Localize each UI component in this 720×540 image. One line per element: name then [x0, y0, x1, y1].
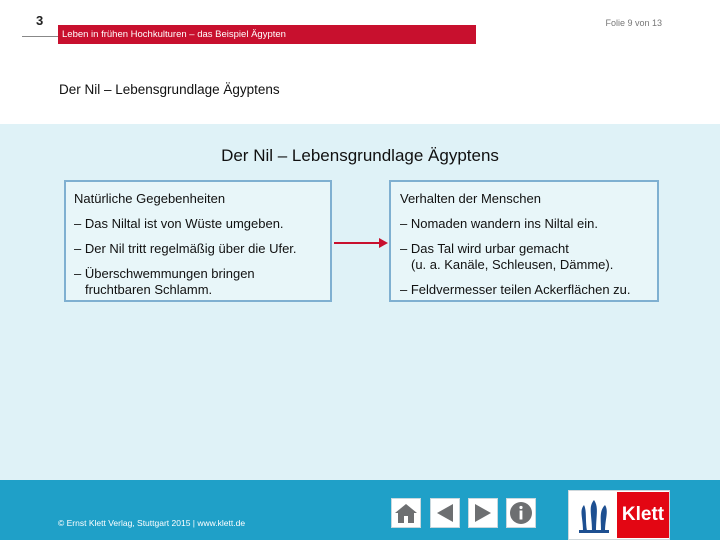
previous-icon — [434, 502, 456, 524]
klett-emblem-icon — [575, 497, 613, 535]
content-title: Der Nil – Lebensgrundlage Ägyptens — [221, 146, 499, 165]
box-heading-behavior: Verhalten der Menschen — [400, 191, 541, 206]
list-item-line: – Das Tal wird urbar gemacht — [400, 241, 569, 256]
previous-slide-button[interactable] — [430, 498, 460, 528]
arrow-right-icon — [333, 237, 389, 249]
footer-bar — [0, 480, 720, 540]
list-item-line: – Überschwemmungen bringen — [74, 266, 255, 281]
home-icon — [394, 502, 418, 524]
human-behavior-box — [389, 180, 659, 302]
list-item-line: fruchtbaren Schlamm. — [85, 282, 213, 297]
home-button[interactable] — [391, 498, 421, 528]
info-icon — [509, 501, 533, 525]
list-item: – Feldvermesser teilen Ackerflächen zu. — [400, 282, 631, 297]
next-icon — [472, 502, 494, 524]
list-item-line: (u. a. Kanäle, Schleusen, Dämme). — [411, 257, 614, 272]
slide-subtitle: Der Nil – Lebensgrundlage Ägyptens — [59, 82, 280, 97]
list-item: – Das Niltal ist von Wüste umgeben. — [74, 216, 284, 231]
natural-conditions-box — [64, 180, 332, 302]
info-button[interactable] — [506, 498, 536, 528]
copyright-text: © Ernst Klett Verlag, Stuttgart 2015 | www.klett.de — [58, 518, 246, 528]
list-item: – Nomaden wandern ins Niltal ein. — [400, 216, 598, 231]
slide-number: 3 — [36, 13, 44, 28]
header-divider — [22, 36, 60, 37]
list-item: – Der Nil tritt regelmäßig über die Ufer. — [74, 241, 297, 256]
list-item — [74, 266, 322, 298]
klett-wordmark: Klett — [617, 492, 669, 538]
page-indicator: Folie 9 von 13 — [605, 18, 662, 28]
content-panel — [0, 124, 720, 480]
box-heading-natural: Natürliche Gegebenheiten — [74, 191, 226, 206]
klett-logo — [568, 490, 670, 540]
next-slide-button[interactable] — [468, 498, 498, 528]
list-item — [400, 241, 648, 273]
chapter-title-bar: Leben in frühen Hochkulturen – das Beispiel Ägypten — [58, 25, 476, 44]
